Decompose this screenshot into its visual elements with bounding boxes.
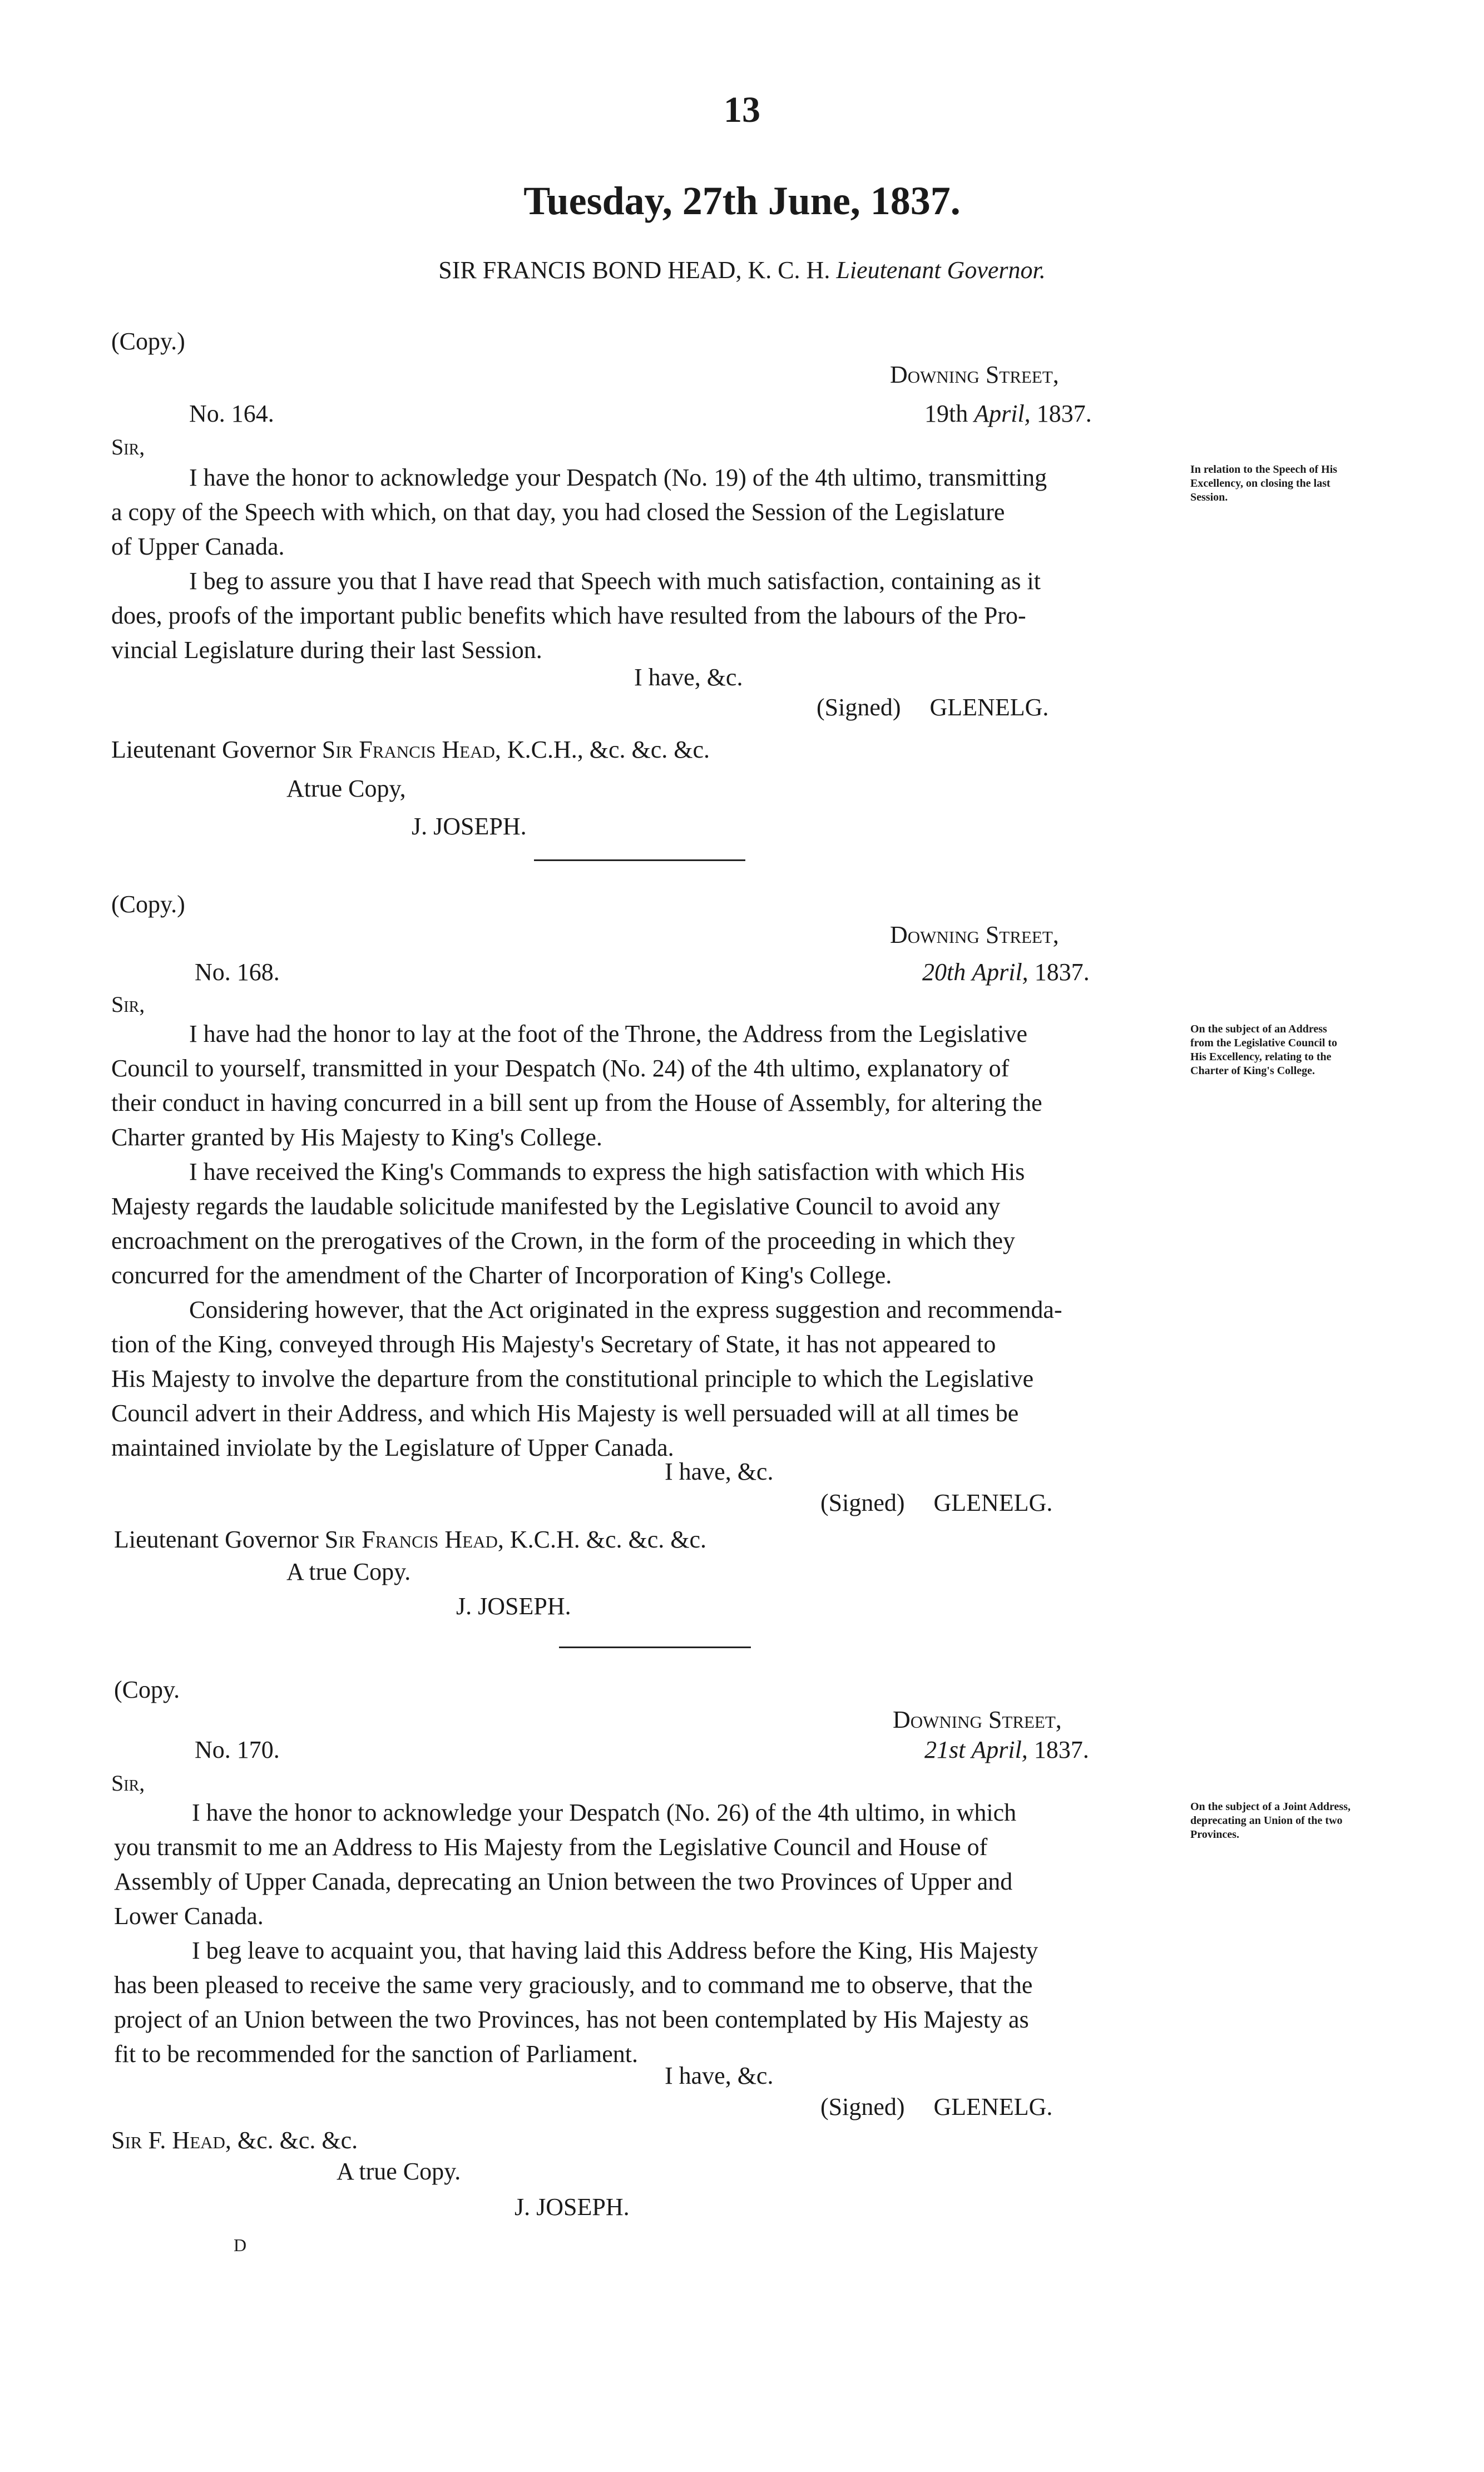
despatch-number: No. 164. — [189, 400, 274, 427]
letter-date: 21st April, 1837. — [924, 1736, 1089, 1763]
governor-name: SIR FRANCIS BOND HEAD, K. C. H. — [438, 256, 830, 284]
salutation: Sir, — [111, 434, 145, 459]
paragraph: I beg leave to acquaint you, that having laid this Address before the King, His Majesty has been pleased to receive the same very graciously, and to command me to observe, that the project of an Union between the two Provinces, has not been contemplated by His Majesty as fit to be recommended for the sanction of Parliament. — [114, 1937, 1038, 2068]
letter-date: 20th April, 1837. — [922, 958, 1090, 986]
copy-signer: J. JOSEPH. — [456, 1593, 571, 1620]
section-divider — [559, 1647, 751, 1648]
paragraph: I have received the King's Commands to express the high satisfaction with which His Majesty regards the laudable solicitude manifested by the Legislative Council to avoid any encroachment on the prerogatives of the Crown, in the form of the proceeding in which they concurred for the amendment of the Charter of Incorporation of King's College. — [111, 1158, 1025, 1289]
recipient-address: Lieutenant Governor Sir Francis Head, K.C.H., &c. &c. &c. — [111, 736, 710, 763]
signature: (Signed) GLENELG. — [817, 694, 1049, 721]
salutation: Sir, — [111, 992, 145, 1017]
copy-signer: J. JOSEPH. — [515, 2193, 630, 2221]
downing-street: Downing Street, — [890, 921, 1059, 948]
despatch-number: No. 168. — [195, 958, 280, 986]
closing: I have, &c. — [665, 1458, 774, 1485]
downing-street: Downing Street, — [890, 361, 1059, 388]
copy-label: (Copy.) — [111, 891, 185, 918]
copy-label: (Copy. — [114, 1676, 180, 1703]
copy-signer: J. JOSEPH. — [412, 813, 527, 840]
letter-date: 19th April, 1837. — [924, 400, 1092, 427]
signature-mark: D — [234, 2235, 247, 2255]
recipient-address: Sir F. Head, &c. &c. &c. — [111, 2127, 358, 2154]
governor-line — [0, 256, 1484, 284]
recipient-address: Lieutenant Governor Sir Francis Head, K.C.H. &c. &c. &c. — [114, 1526, 707, 1553]
closing: I have, &c. — [665, 2062, 774, 2089]
paragraph: I have the honor to acknowledge your Despatch (No. 19) of the 4th ultimo, transmitting a copy of the Speech with which, on that day, you had closed the Session of the Legislature of Upper Canada. — [111, 464, 1047, 560]
paragraph: I have had the honor to lay at the foot of the Throne, the Address from the Legislative Council to yourself, transmitted in your Despatch (No. 24) of the 4th ultimo, explanatory of their conduct in having concurred in a bill sent up from the House of Assembly, for altering the Charter granted by His Majesty to King's College. — [111, 1020, 1042, 1151]
signature: (Signed) GLENELG. — [820, 2093, 1053, 2120]
closing: I have, &c. — [634, 664, 743, 691]
paragraph: I beg to assure you that I have read that Speech with much satisfaction, containing as it does, proofs of the important public benefits which have resulted from the labours of the Pro- vincial Legislature during their last Session. — [111, 567, 1041, 664]
page-number: 13 — [724, 90, 760, 130]
true-copy-label: A true Copy. — [286, 1558, 411, 1585]
signature: (Signed) GLENELG. — [820, 1489, 1053, 1516]
salutation: Sir, — [111, 1771, 145, 1796]
section-divider — [534, 859, 745, 861]
despatch-number: No. 170. — [195, 1736, 280, 1763]
governor-title: Lieutenant Governor. — [836, 256, 1046, 284]
paragraph: I have the honor to acknowledge your Despatch (No. 26) of the 4th ultimo, in which you transmit to me an Address to His Majesty from the Legislative Council and House of Assembly of Upper Canada, deprecating an Union between the two Provinces of Upper and Lower Canada. — [114, 1799, 1017, 1930]
margin-note: On the subject of a Joint Address, deprecating an Union of the two Provinces. — [1190, 1801, 1351, 1841]
margin-note: On the subject of an Address from the Legislative Council to His Excellency, relating to the Charter of King's College. — [1190, 1023, 1338, 1077]
margin-note: In relation to the Speech of His Excellency, on closing the last Session. — [1190, 463, 1338, 503]
downing-street: Downing Street, — [893, 1706, 1062, 1733]
true-copy-label: A true Copy. — [337, 2158, 461, 2185]
date-heading: Tuesday, 27th June, 1837. — [523, 179, 961, 223]
true-copy-label: Atrue Copy, — [286, 775, 406, 802]
paragraph: Considering however, that the Act originated in the express suggestion and recommenda- tion of the King, conveyed through His Majesty's Secretary of State, it has not appeared to His Majesty to involve the departure from the constitutional principle to which the Legislative Council advert in their Address, and which His Majesty is well persuaded will at all times be maintained inviolate by the Legislature of Upper Canada. — [111, 1296, 1062, 1461]
copy-label: (Copy.) — [111, 328, 185, 355]
